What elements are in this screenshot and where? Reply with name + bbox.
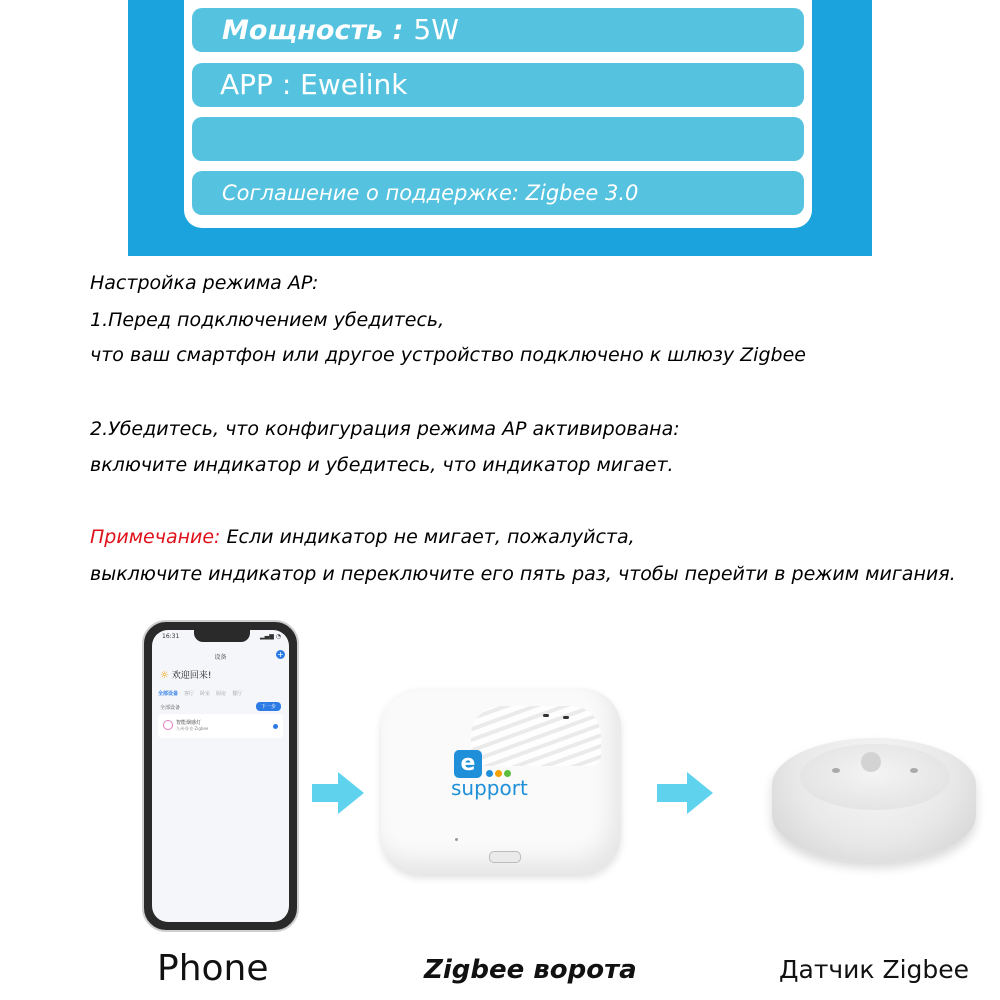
caption-phone: Phone — [157, 948, 269, 989]
phone-tab: 厨房 — [216, 691, 227, 697]
device-sub: 九州·卧室·Zigbee — [176, 726, 209, 731]
device-status-dot — [273, 724, 278, 729]
phone-tab: 客厅 — [184, 691, 195, 697]
instruction-note — [90, 526, 635, 548]
instruction-step1-cont: что ваш смартфон или другое устройство подключено к шлюзу Zigbee — [90, 344, 806, 366]
hub-vents — [471, 706, 601, 766]
spec-panel — [128, 0, 872, 256]
sensor-pin — [910, 768, 918, 773]
hub-reset-hole — [455, 838, 458, 841]
ewelink-logo-icon: e — [454, 750, 482, 778]
zigbee-sensor-illustration — [772, 738, 976, 862]
sun-icon: ☼ — [160, 670, 169, 681]
hub-led — [563, 716, 569, 719]
power-label: Мощность : — [222, 15, 404, 46]
phone-tab: 全部设备 — [158, 691, 179, 697]
spec-row-empty — [192, 117, 804, 161]
usb-port — [489, 851, 521, 863]
device-bulb-icon — [163, 720, 173, 730]
phone-tab: 卧室 — [200, 691, 211, 697]
phone-signal-icon: ▂▄▆ ◔ — [260, 633, 281, 640]
phone-app-title: 设备 — [214, 654, 227, 661]
power-value: 5W — [413, 13, 459, 46]
phone-device-card — [158, 714, 283, 738]
caption-hub: Zigbee ворота — [424, 955, 637, 985]
add-icon: + — [277, 650, 284, 659]
welcome-text: 欢迎回来! — [171, 671, 212, 681]
caption-sensor: Датчик Zigbee — [779, 955, 970, 984]
phone-next-button: 下一步 — [256, 702, 281, 711]
phone-tab: 餐厅 — [232, 691, 243, 697]
instruction-step2-cont: включите индикатор и убедитесь, что индикатор мигает. — [90, 454, 674, 476]
note-label: Примечание: — [90, 526, 221, 548]
phone-screen — [152, 630, 289, 922]
sensor-pin — [832, 768, 840, 773]
phone-tabs — [158, 690, 283, 697]
device-name: 智能烟感灯 — [176, 720, 202, 726]
instruction-heading: Настройка режима AP: — [90, 272, 319, 294]
instruction-note-cont: выключите индикатор и переключите его пять раз, чтобы перейти в режим мигания. — [90, 563, 956, 585]
instruction-step2: 2.Убедитесь, что конфигурация режима AP активирована: — [90, 418, 680, 440]
phone-illustration — [142, 620, 299, 932]
hub-led — [543, 714, 549, 717]
spec-row-protocol: Соглашение о поддержке: Zigbee 3.0 — [192, 171, 804, 215]
spec-card — [184, 0, 812, 228]
hub-brand: support — [451, 776, 528, 800]
spec-row-app: APP : Ewelink — [192, 63, 804, 107]
phone-time: 16:31 — [162, 633, 180, 640]
water-drop-icon — [861, 752, 881, 772]
arrow-right-icon — [657, 772, 713, 814]
instruction-step1: 1.Перед подключением убедитесь, — [90, 309, 445, 331]
phone-welcome — [160, 668, 211, 681]
note-text: Если индикатор не мигает, пожалуйста, — [220, 526, 635, 548]
zigbee-gateway-illustration — [381, 688, 621, 874]
arrow-right-icon — [312, 772, 364, 814]
spec-row-power — [192, 8, 804, 52]
phone-notch — [194, 630, 250, 642]
phone-section-label: 全部设备 — [160, 705, 181, 711]
